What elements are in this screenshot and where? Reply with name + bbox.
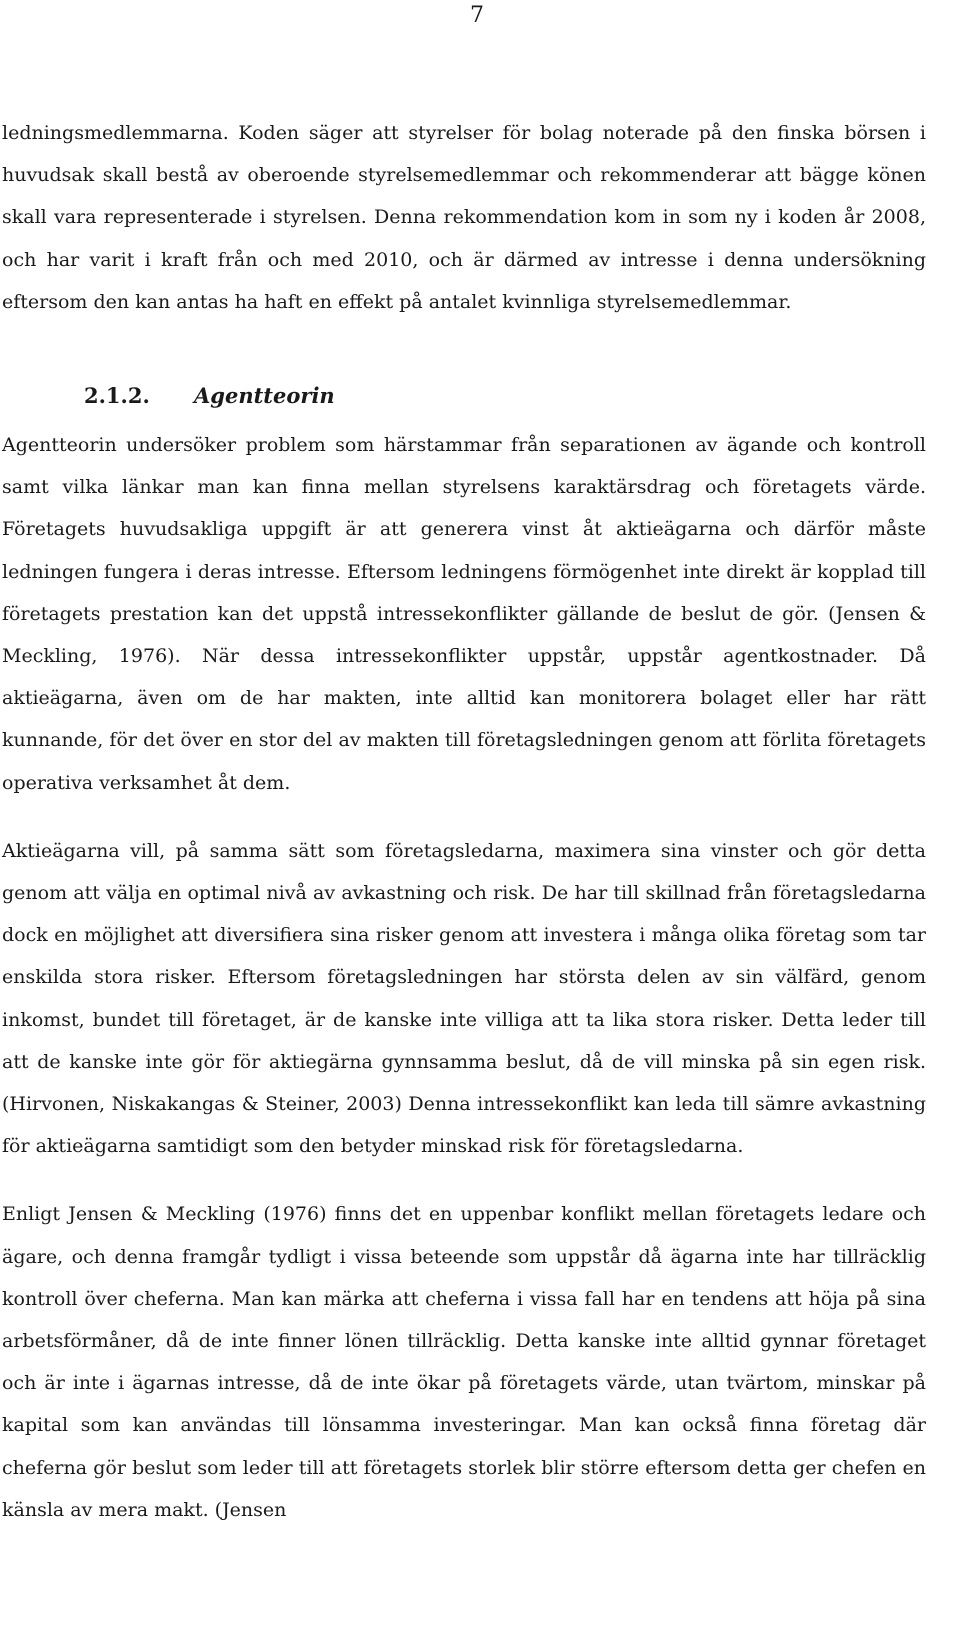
paragraph-intro: ledningsmedlemmarna. Koden säger att styrelser för bolag noterade på den finska börsen i huvudsak skall bestå av oberoende styrelsemedlemmar och rekommenderar att bägge könen skall vara representerade i styrelsen. Denna rekommendation kom in som ny i koden år 2008, och har varit i kraft från och med 2010, och är därmed av intresse i denna undersökning eftersom den kan antas ha haft en effekt på antalet kvinnliga styrelsemedlemmar. <box>2 122 926 313</box>
section-title: Agentteorin <box>194 383 335 409</box>
paragraph-jensen-meckling: Enligt Jensen & Meckling (1976) finns det en uppenbar konflikt mellan företagets ledare och ägare, och denna framgår tydligt i vissa beteende som uppstår då ägarna inte har tillräcklig kontroll över cheferna. Man kan märka att cheferna i vissa fall har en tendens att höja på sina arbetsförmåner, då de inte finner lönen tillräcklig. Detta kanske inte alltid gynnar företaget och är inte i ägarnas intresse, då de inte ökar på företagets värde, utan tvärtom, minskar på kapital som kan användas till lönsamma investeringar. Man kan också finna företag där cheferna gör beslut som leder till att företagets storlek blir större eftersom detta ger chefen en känsla av mera makt. (Jensen <box>2 1203 926 1521</box>
paragraph-shareholders: Aktieägarna vill, på samma sätt som företagsledarna, maximera sina vinster och gör detta genom att välja en optimal nivå av avkastning och risk. De har till skillnad från företagsledarna dock en möjlighet att diversifiera sina risker genom att investera i många olika företag som tar enskilda stora risker. Eftersom företagsledningen har största delen av sin välfärd, genom inkomst, bundet till företaget, är de kanske inte villiga att ta lika stora risker. Detta leder till att de kanske inte gör för aktiegärna gynnsamma beslut, då de vill minska på sin egen risk. (Hirvonen, Niskakangas & Steiner, 2003) Denna intressekonflikt kan leda till sämre avkastning för aktieägarna samtidigt som den betyder minskad risk för företagsledarna. <box>2 839 926 1158</box>
paragraph-agency-intro: Agentteorin undersöker problem som härstammar från separationen av ägande och kontroll samt vilka länkar man kan finna mellan styrelsens karaktärsdrag och företagets värde. Företagets huvudsakliga uppgift är att generera vinst åt aktieägarna och därför måste ledningen fungera i deras intresse. Eftersom ledningens förmögenhet inte direkt är kopplad till företagets prestation kan det uppstå intressekonflikter gällande de beslut de gör. (Jensen & Meckling, 1976). När dessa intressekonflikter uppstår, uppstår agentkostnader. Då aktieägarna, även om de har makten, inte alltid kan monitorera bolaget eller har rätt kunnande, för det över en stor del av makten till företagsledningen genom att förlita företagets operativa verksamhet åt dem. <box>2 434 926 794</box>
section-number: 2.1.2. <box>84 383 150 409</box>
page-number: 7 <box>470 3 484 28</box>
document-body <box>2 112 926 1531</box>
section-heading <box>2 375 926 417</box>
